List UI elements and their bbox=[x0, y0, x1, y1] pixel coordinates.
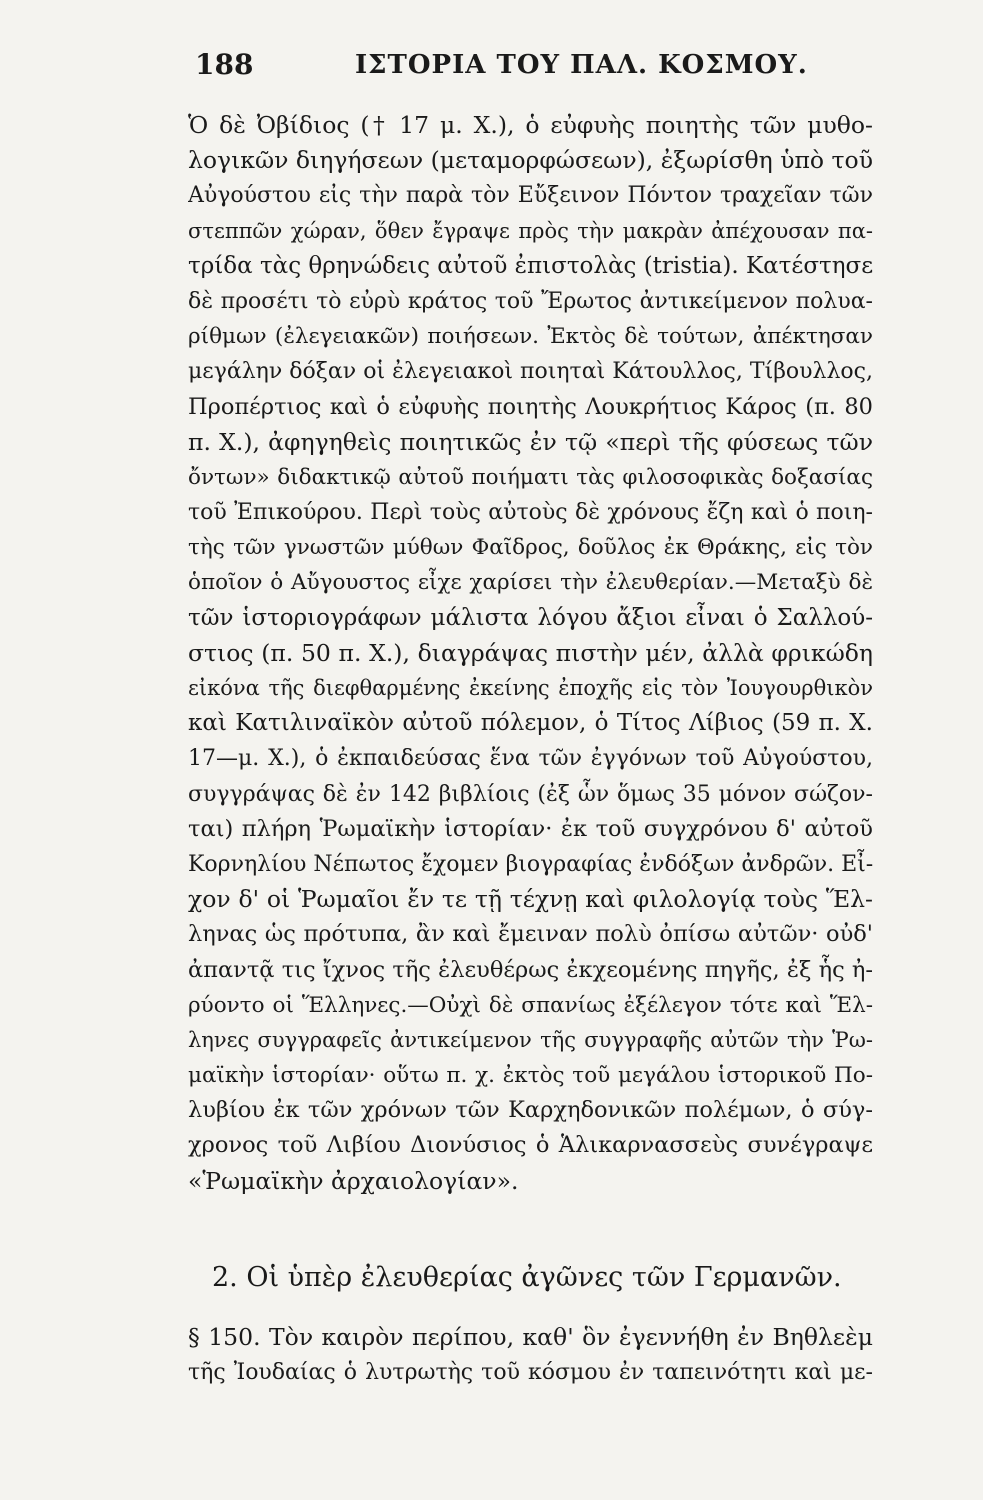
text-line: δὲ προσέτι τὸ εὐρὺ κράτος τοῦ Ἔρωτος ἀντικείμενον πολυα- bbox=[188, 288, 873, 314]
text-line: ρίθμων (ἐλεγειακῶν) ποιήσεων. Ἐκτὸς δὲ τούτων, ἀπέκτησαν bbox=[188, 324, 873, 350]
text-line: ληνας ὡς πρότυπα, ἂν καὶ ἔμειναν πολὺ ὀπίσω αὐτῶν· οὐδ' bbox=[188, 921, 873, 948]
text-line: χρονος τοῦ Λιβίου Διονύσιος ὁ Ἁλικαρνασσεὺς συνέγραψε bbox=[188, 1132, 873, 1159]
paragraph-2 bbox=[188, 1320, 873, 1390]
text-line: 17—μ. Χ.), ὁ ἐκπαιδεύσας ἕνα τῶν ἐγγόνων τοῦ Αὐγούστου, bbox=[188, 746, 873, 772]
text-line: τρίδα τὰς θρηνώδεις αὐτοῦ ἐπιστολὰς (tristia). Κατέστησε bbox=[188, 252, 873, 279]
page-header bbox=[195, 48, 860, 88]
paragraph-1 bbox=[188, 108, 873, 1199]
text-line: καὶ Κατιλιναϊκὸν αὐτοῦ πόλεμον, ὁ Τίτος Λίβιος (59 π. Χ. bbox=[188, 710, 873, 737]
text-line: λυβίου ἐκ τῶν χρόνων τῶν Καρχηδονικῶν πολέμων, ὁ σύγ- bbox=[188, 1097, 873, 1124]
text-line: Κορνηλίου Νέπωτος ἔχομεν βιογραφίας ἐνδόξων ἀνδρῶν. Εἶ- bbox=[188, 851, 873, 877]
text-line: ληνες συγγραφεῖς ἀντικείμενον τῆς συγγραφῆς αὐτῶν τὴν Ῥω- bbox=[188, 1027, 873, 1052]
text-line: χον δ' οἱ Ῥωμαῖοι ἔν τε τῇ τέχνῃ καὶ φιλολογίᾳ τοὺς Ἕλ- bbox=[188, 885, 873, 914]
text-line: στεππῶν χώραν, ὅθεν ἔγραψε πρὸς τὴν μακρὰν ἀπέχουσαν πα- bbox=[188, 218, 873, 243]
text-line: ται) πλήρη Ῥωμαϊκὴν ἱστορίαν· ἐκ τοῦ συγχρόνου δ' αὐτοῦ bbox=[188, 815, 873, 842]
text-line: στιος (π. 50 π. Χ.), διαγράψας πιστὴν μέν, ἀλλὰ φρικώδη bbox=[188, 638, 873, 667]
text-line: τὴς τῶν γνωστῶν μύθων Φαῖδρος, δοῦλος ἐκ Θράκης, εἰς τὸν bbox=[188, 535, 873, 561]
running-title: ΙΣΤΟΡΙΑ ΤΟΥ ΠΑΛ. ΚΟΣΜΟΥ. bbox=[355, 50, 808, 80]
text-line: μεγάλην δόξαν οἱ ἐλεγειακοὶ ποιηταὶ Κάτουλλος, Τίβουλλος, bbox=[188, 359, 873, 385]
text-line: Αὐγούστου εἰς τὴν παρὰ τὸν Εὔξεινον Πόντον τραχεῖαν τῶν bbox=[188, 183, 873, 209]
text-line: «Ῥωμαϊκὴν ἀρχαιολογίαν». bbox=[188, 1166, 519, 1195]
text-line: λογικῶν διηγήσεων (μεταμορφώσεων), ἐξωρίσθη ὑπὸ τοῦ bbox=[188, 146, 873, 175]
text-line: ἀπαντᾷ τις ἴχνος τῆς ἐλευθέρως ἐκχεομένης πηγῆς, ἐξ ἧς ἠ- bbox=[188, 956, 873, 983]
text-line: ὄντων» διδακτικῷ αὐτοῦ ποιήματι τὰς φιλοσοφικὰς δοξασίας bbox=[188, 464, 873, 490]
text-line: εἰκόνα τῆς διεφθαρμένης ἐκείνης ἐποχῆς εἰς τὸν Ἰουγουρθικὸν bbox=[188, 676, 873, 700]
text-line: συγγράψας δὲ ἐν 142 βιβλίοις (ἐξ ὧν ὅμως 35 μόνον σώζον- bbox=[188, 781, 873, 807]
text-line: τῆς Ἰουδαίας ὁ λυτρωτὴς τοῦ κόσμου ἐν ταπεινότητι καὶ με- bbox=[188, 1360, 873, 1386]
text-line: τοῦ Ἐπικούρου. Περὶ τοὺς αὐτοὺς δὲ χρόνους ἔζη καὶ ὁ ποιη- bbox=[188, 500, 873, 526]
text-line: Ὁ δὲ Ὀβίδιος († 17 μ. Χ.), ὁ εὐφυὴς ποιητὴς τῶν μυθο- bbox=[188, 111, 873, 139]
section-heading: 2. Οἱ ὑπὲρ ἐλευθερίας ἀγῶνες τῶν Γερμανῶν. bbox=[212, 1262, 842, 1293]
text-line: μαϊκὴν ἱστορίαν· οὕτω π. χ. ἐκτὸς τοῦ μεγάλου ἱστορικοῦ Πο- bbox=[188, 1063, 873, 1089]
text-line: π. Χ.), ἀφηγηθεὶς ποιητικῶς ἐν τῷ «περὶ τῆς φύσεως τῶν bbox=[188, 427, 873, 456]
text-line: § 150. Τὸν καιρὸν περίπου, καθ' ὃν ἐγεννήθη ἐν Βηθλεὲμ bbox=[188, 1323, 873, 1351]
page-number: 188 bbox=[195, 48, 254, 81]
text-line: ὁποῖον ὁ Αὔγουστος εἶχε χαρίσει τὴν ἐλευθερίαν.—Μεταξὺ δὲ bbox=[188, 570, 873, 596]
text-line: ρύοντο οἱ Ἕλληνες.—Οὐχὶ δὲ σπανίως ἐξέλεγον τότε καὶ Ἕλ- bbox=[188, 992, 873, 1018]
text-line: τῶν ἱστοριογράφων μάλιστα λόγου ἄξιοι εἶναι ὁ Σαλλού- bbox=[188, 604, 873, 631]
text-line: Προπέρτιος καὶ ὁ εὐφυὴς ποιητὴς Λουκρήτιος Κάρος (π. 80 bbox=[188, 393, 873, 420]
